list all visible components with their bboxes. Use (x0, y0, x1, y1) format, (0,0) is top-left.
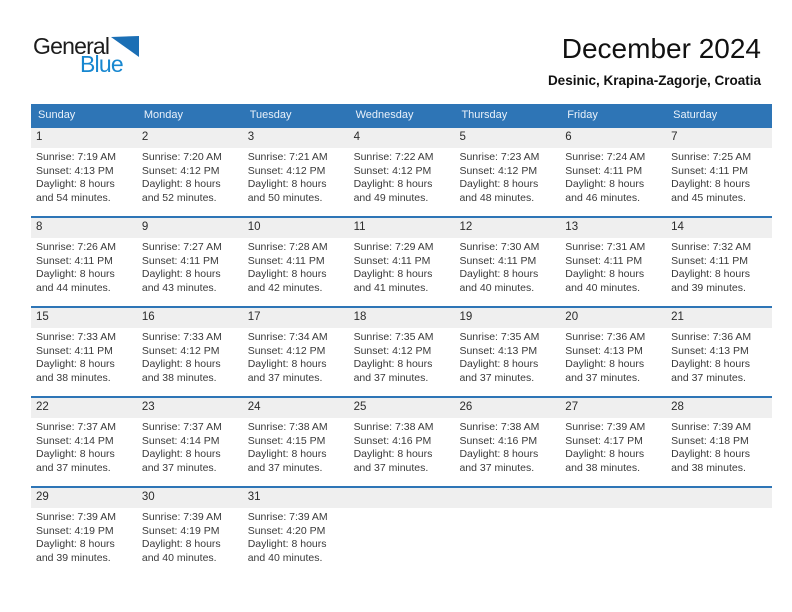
day-number-cell: 29 (36, 491, 49, 503)
sunrise-text: Sunrise: 7:38 AM (459, 421, 540, 433)
day-number-cell: 1 (36, 131, 43, 143)
day-number-cell: 7 (671, 131, 678, 143)
sunset-text: Sunset: 4:11 PM (565, 164, 643, 177)
sunrise-text: Sunrise: 7:19 AM (36, 151, 116, 163)
sunset-text: Sunset: 4:12 PM (141, 344, 220, 357)
daylight-text: Daylight: 8 hours and 37 minutes. (671, 358, 750, 384)
page-subtitle: Desinic, Krapina-Zagorje, Croatia (547, 73, 761, 88)
day-number-cell: 19 (459, 311, 473, 323)
sunset-text: Sunset: 4:11 PM (36, 344, 113, 357)
day-number-cell: 2 (141, 131, 149, 143)
day-number-cell: 23 (141, 401, 155, 413)
sunset-text: Sunset: 4:11 PM (459, 254, 537, 267)
daylight-text: Daylight: 8 hours and 41 minutes. (353, 268, 433, 294)
day-number-band (31, 488, 772, 508)
sunrise-text: Sunrise: 7:34 AM (247, 331, 328, 343)
sunset-text: Sunset: 4:11 PM (247, 254, 325, 267)
day-number-cell: 21 (671, 311, 684, 323)
sunset-text: Sunset: 4:11 PM (671, 164, 749, 177)
day-number-cell: 17 (247, 311, 261, 323)
daylight-text: Daylight: 8 hours and 40 minutes. (247, 538, 327, 564)
daylight-text: Daylight: 8 hours and 42 minutes. (247, 268, 327, 294)
sunset-text: Sunset: 4:11 PM (141, 254, 219, 267)
day-number-cell: 27 (565, 401, 579, 413)
weekday-header-sunday: Sunday (38, 109, 76, 121)
day-number-band (31, 398, 772, 418)
sunset-text: Sunset: 4:17 PM (565, 434, 643, 447)
day-number-cell: 30 (141, 491, 155, 503)
sunrise-text: Sunrise: 7:36 AM (565, 331, 646, 343)
day-cell (31, 150, 137, 205)
day-number-cell: 12 (459, 221, 473, 233)
sunrise-text: Sunrise: 7:20 AM (141, 151, 222, 163)
day-number-cell (666, 488, 772, 508)
day-number-cell (454, 488, 560, 508)
day-cell (243, 150, 349, 205)
sunset-text: Sunset: 4:19 PM (36, 524, 114, 537)
sunrise-text: Sunrise: 7:28 AM (247, 241, 328, 253)
sunset-text: Sunset: 4:19 PM (141, 524, 220, 537)
day-cell (31, 420, 137, 475)
sunset-text: Sunset: 4:11 PM (353, 254, 431, 267)
daylight-text: Daylight: 8 hours and 40 minutes. (459, 268, 539, 294)
sunrise-text: Sunrise: 7:29 AM (353, 241, 434, 253)
daylight-text: Daylight: 8 hours and 54 minutes. (36, 178, 115, 204)
day-number-cell: 4 (353, 131, 360, 143)
sunrise-text: Sunrise: 7:38 AM (247, 421, 328, 433)
daylight-text: Daylight: 8 hours and 37 minutes. (459, 358, 539, 384)
day-number-cell (560, 488, 666, 508)
weekday-header-row (31, 104, 772, 126)
logo-general-text: General (33, 33, 110, 59)
day-cell (560, 420, 666, 475)
daylight-text: Daylight: 8 hours and 37 minutes. (459, 448, 539, 474)
day-cell (454, 330, 560, 385)
sunrise-text: Sunrise: 7:32 AM (671, 241, 752, 253)
week-row (31, 216, 772, 306)
daylight-text: Daylight: 8 hours and 44 minutes. (36, 268, 115, 294)
day-cell (349, 510, 455, 565)
sunrise-text: Sunrise: 7:35 AM (459, 331, 540, 343)
sunrise-text: Sunrise: 7:37 AM (36, 421, 116, 433)
day-cell (666, 240, 772, 295)
day-number-cell: 20 (565, 311, 579, 323)
sunrise-text: Sunrise: 7:39 AM (247, 511, 328, 523)
day-cell (666, 150, 772, 205)
day-cell (31, 330, 137, 385)
weekday-header-tuesday: Tuesday (249, 109, 292, 121)
daylight-text: Daylight: 8 hours and 37 minutes. (141, 448, 221, 474)
sunrise-text: Sunrise: 7:33 AM (141, 331, 222, 343)
day-number-band (31, 128, 772, 148)
sunset-text: Sunset: 4:12 PM (353, 344, 432, 357)
day-cell (454, 510, 560, 565)
week-row (31, 486, 772, 576)
day-number-cell: 25 (353, 401, 367, 413)
day-number-cell: 8 (36, 221, 43, 233)
weekday-header-wednesday: Wednesday (355, 109, 414, 121)
logo-blue-text: Blue (80, 51, 123, 77)
day-cell (137, 420, 243, 475)
day-number-cell: 15 (36, 311, 49, 323)
sunset-text: Sunset: 4:13 PM (565, 344, 643, 357)
daylight-text: Daylight: 8 hours and 39 minutes. (36, 538, 115, 564)
day-details-row (31, 508, 772, 576)
sunrise-text: Sunrise: 7:37 AM (141, 421, 222, 433)
day-cell (454, 240, 560, 295)
sunrise-text: Sunrise: 7:36 AM (671, 331, 752, 343)
day-number-cell: 16 (141, 311, 155, 323)
sunrise-text: Sunrise: 7:30 AM (459, 241, 540, 253)
day-number-cell: 18 (353, 311, 367, 323)
sunset-text: Sunset: 4:13 PM (36, 164, 114, 177)
day-number-cell: 9 (141, 221, 149, 233)
day-number-cell: 13 (565, 221, 579, 233)
sunrise-text: Sunrise: 7:39 AM (565, 421, 646, 433)
sunset-text: Sunset: 4:14 PM (36, 434, 114, 447)
sunset-text: Sunset: 4:13 PM (459, 344, 538, 357)
sunrise-text: Sunrise: 7:27 AM (141, 241, 222, 253)
day-number-band (31, 218, 772, 238)
daylight-text: Daylight: 8 hours and 38 minutes. (36, 358, 115, 384)
day-cell (137, 150, 243, 205)
day-cell (243, 420, 349, 475)
week-row (31, 126, 772, 216)
daylight-text: Daylight: 8 hours and 40 minutes. (565, 268, 645, 294)
sunset-text: Sunset: 4:12 PM (141, 164, 220, 177)
sunset-text: Sunset: 4:11 PM (671, 254, 749, 267)
sunset-text: Sunset: 4:13 PM (671, 344, 749, 357)
daylight-text: Daylight: 8 hours and 38 minutes. (671, 448, 750, 474)
daylight-text: Daylight: 8 hours and 38 minutes. (565, 448, 645, 474)
daylight-text: Daylight: 8 hours and 45 minutes. (671, 178, 750, 204)
sunset-text: Sunset: 4:15 PM (247, 434, 326, 447)
day-number-cell: 6 (565, 131, 572, 143)
day-cell (349, 150, 455, 205)
day-number-cell: 26 (459, 401, 473, 413)
day-cell (666, 330, 772, 385)
daylight-text: Daylight: 8 hours and 43 minutes. (141, 268, 221, 294)
day-number-cell: 11 (353, 221, 366, 233)
calendar-weeks (31, 126, 772, 576)
sunrise-text: Sunrise: 7:39 AM (141, 511, 222, 523)
day-cell (666, 420, 772, 475)
sunset-text: Sunset: 4:12 PM (247, 164, 326, 177)
day-cell (666, 510, 772, 565)
daylight-text: Daylight: 8 hours and 52 minutes. (141, 178, 221, 204)
day-cell (31, 510, 137, 565)
daylight-text: Daylight: 8 hours and 48 minutes. (459, 178, 539, 204)
sunset-text: Sunset: 4:20 PM (247, 524, 326, 537)
day-cell (349, 330, 455, 385)
day-cell (137, 240, 243, 295)
weekday-header-monday: Monday (143, 109, 183, 121)
sunset-text: Sunset: 4:18 PM (671, 434, 749, 447)
daylight-text: Daylight: 8 hours and 38 minutes. (141, 358, 221, 384)
day-cell (243, 240, 349, 295)
day-cell (349, 420, 455, 475)
daylight-text: Daylight: 8 hours and 37 minutes. (36, 448, 115, 474)
day-number-band (31, 308, 772, 328)
day-number-cell: 5 (459, 131, 466, 143)
daylight-text: Daylight: 8 hours and 46 minutes. (565, 178, 645, 204)
sunrise-text: Sunrise: 7:39 AM (671, 421, 752, 433)
sunset-text: Sunset: 4:14 PM (141, 434, 220, 447)
daylight-text: Daylight: 8 hours and 37 minutes. (247, 448, 327, 474)
daylight-text: Daylight: 8 hours and 50 minutes. (247, 178, 327, 204)
sunrise-text: Sunrise: 7:33 AM (36, 331, 116, 343)
day-cell (243, 510, 349, 565)
sunrise-text: Sunrise: 7:24 AM (565, 151, 646, 163)
day-cell (349, 240, 455, 295)
day-cell (137, 510, 243, 565)
daylight-text: Daylight: 8 hours and 49 minutes. (353, 178, 433, 204)
day-cell (560, 330, 666, 385)
week-row (31, 306, 772, 396)
sunrise-text: Sunrise: 7:21 AM (247, 151, 328, 163)
day-number-cell: 14 (671, 221, 684, 233)
daylight-text: Daylight: 8 hours and 37 minutes. (353, 358, 433, 384)
day-cell (137, 330, 243, 385)
sunset-text: Sunset: 4:16 PM (459, 434, 538, 447)
sunrise-text: Sunrise: 7:38 AM (353, 421, 434, 433)
weekday-header-saturday: Saturday (673, 109, 718, 121)
week-row (31, 396, 772, 486)
day-cell (243, 330, 349, 385)
sunset-text: Sunset: 4:11 PM (565, 254, 643, 267)
calendar-table (31, 104, 772, 576)
sunrise-text: Sunrise: 7:25 AM (671, 151, 752, 163)
day-cell (560, 150, 666, 205)
daylight-text: Daylight: 8 hours and 40 minutes. (141, 538, 221, 564)
day-details-row (31, 238, 772, 306)
day-cell (31, 240, 137, 295)
day-number-cell: 28 (671, 401, 684, 413)
daylight-text: Daylight: 8 hours and 37 minutes. (565, 358, 645, 384)
day-details-row (31, 148, 772, 216)
brand-logo (33, 34, 173, 90)
day-number-cell: 24 (247, 401, 261, 413)
day-number-cell: 22 (36, 401, 49, 413)
day-number-cell: 31 (247, 491, 261, 503)
day-details-row (31, 418, 772, 486)
title-block (548, 34, 761, 88)
day-cell (560, 240, 666, 295)
page-title: December 2024 (561, 33, 761, 64)
daylight-text: Daylight: 8 hours and 39 minutes. (671, 268, 750, 294)
daylight-text: Daylight: 8 hours and 37 minutes. (247, 358, 327, 384)
day-number-cell: 10 (247, 221, 261, 233)
day-cell (454, 150, 560, 205)
sunset-text: Sunset: 4:16 PM (353, 434, 432, 447)
day-number-cell: 3 (247, 131, 255, 143)
sunset-text: Sunset: 4:11 PM (36, 254, 113, 267)
day-details-row (31, 328, 772, 396)
daylight-text: Daylight: 8 hours and 37 minutes. (353, 448, 433, 474)
weekday-header-friday: Friday (567, 109, 598, 121)
sunrise-text: Sunrise: 7:26 AM (36, 241, 116, 253)
sunrise-text: Sunrise: 7:23 AM (459, 151, 540, 163)
day-number-cell (349, 488, 455, 508)
page-header (33, 34, 761, 90)
sunset-text: Sunset: 4:12 PM (247, 344, 326, 357)
sunrise-text: Sunrise: 7:35 AM (353, 331, 434, 343)
day-cell (560, 510, 666, 565)
sunrise-text: Sunrise: 7:31 AM (565, 241, 646, 253)
sunrise-text: Sunrise: 7:22 AM (353, 151, 434, 163)
sunset-text: Sunset: 4:12 PM (353, 164, 432, 177)
sunset-text: Sunset: 4:12 PM (459, 164, 538, 177)
day-cell (454, 420, 560, 475)
weekday-header-thursday: Thursday (461, 109, 508, 121)
sunrise-text: Sunrise: 7:39 AM (36, 511, 116, 523)
